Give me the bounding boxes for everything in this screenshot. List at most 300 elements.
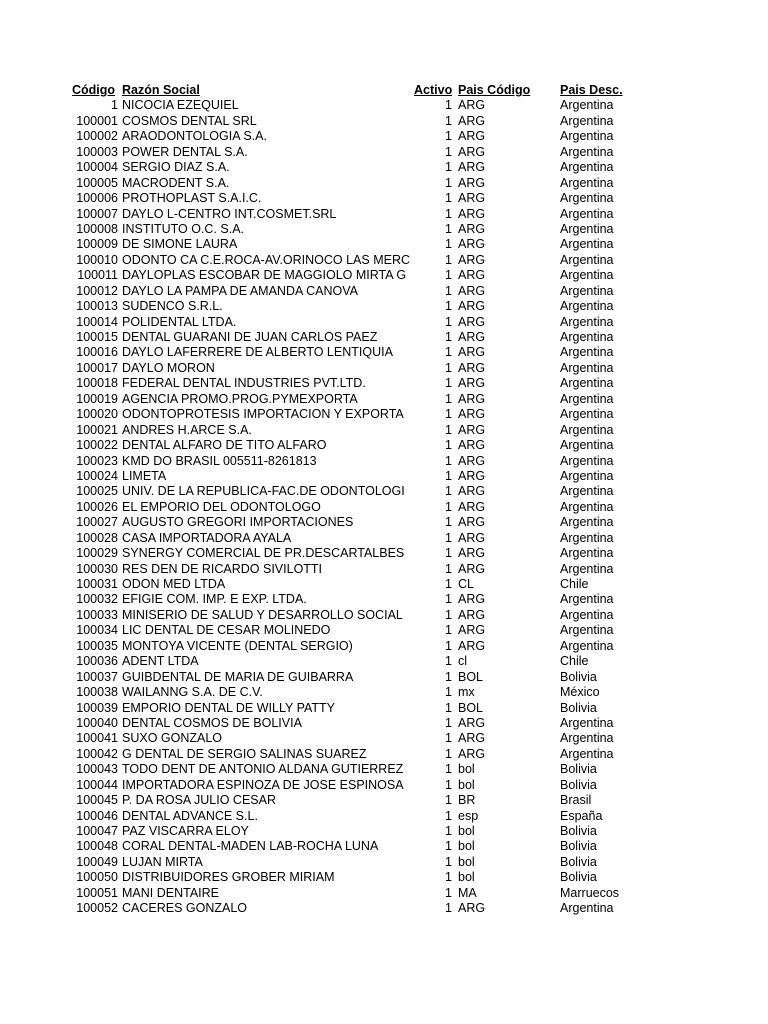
cell-active: 1	[445, 175, 452, 190]
cell-code: 100019	[76, 391, 118, 406]
cell-country-desc: Argentina	[560, 638, 614, 653]
cell-name: DAYLO LAFERRERE DE ALBERTO LENTIQUIA	[122, 345, 393, 360]
cell-active: 1	[445, 360, 452, 375]
cell-country-code: ARG	[458, 746, 486, 761]
cell-active: 1	[445, 407, 452, 422]
cell-name: LUJAN MIRTA	[122, 854, 203, 869]
table-row	[0, 361, 768, 376]
table-row	[0, 901, 768, 916]
header-country-code: Pais Código	[458, 83, 531, 97]
cell-active: 1	[445, 252, 452, 267]
cell-country-desc: Argentina	[560, 453, 614, 468]
cell-country-desc: Argentina	[560, 175, 614, 190]
cell-country-desc: Argentina	[560, 623, 614, 638]
cell-country-code: ARG	[458, 561, 486, 576]
cell-country-desc: Argentina	[560, 592, 614, 607]
cell-country-code: ARG	[458, 515, 486, 530]
cell-active: 1	[445, 314, 452, 329]
cell-country-code: ARG	[458, 499, 486, 514]
cell-name: CACERES GONZALO	[122, 901, 248, 916]
cell-country-desc: Argentina	[560, 144, 614, 159]
cell-active: 1	[445, 268, 452, 283]
cell-country-desc: Bolivia	[560, 700, 597, 715]
cell-active: 1	[445, 160, 452, 175]
cell-country-desc: Bolivia	[560, 854, 597, 869]
cell-active: 1	[445, 777, 452, 792]
table-row	[0, 438, 768, 453]
cell-active: 1	[445, 901, 452, 916]
table-row	[0, 160, 768, 175]
cell-country-desc: Argentina	[560, 129, 614, 144]
cell-country-code: cl	[458, 654, 468, 669]
cell-code: 100008	[76, 221, 118, 236]
cell-active: 1	[445, 206, 452, 221]
cell-code: 100035	[76, 638, 118, 653]
cell-name: POLIDENTAL LTDA.	[122, 314, 237, 329]
cell-code: 100014	[76, 314, 118, 329]
table-row	[0, 500, 768, 515]
table-row	[0, 716, 768, 731]
cell-country-code: ARG	[458, 530, 486, 545]
cell-name: EL EMPORIO DEL ODONTOLOGO	[122, 499, 321, 514]
cell-name: SUDENCO S.R.L.	[122, 299, 223, 314]
table-row	[0, 315, 768, 330]
cell-country-desc: Argentina	[560, 746, 614, 761]
table-row	[0, 701, 768, 716]
cell-country-desc: Argentina	[560, 731, 614, 746]
cell-code: 100045	[76, 793, 118, 808]
cell-active: 1	[445, 669, 452, 684]
cell-country-code: CL	[458, 577, 474, 591]
cell-name: TODO DENT DE ANTONIO ALDANA GUTIERREZ	[122, 762, 404, 777]
cell-country-desc: Argentina	[560, 901, 614, 916]
cell-country-desc: España	[560, 808, 603, 823]
cell-country-code: ARG	[458, 484, 486, 499]
cell-active: 1	[445, 885, 452, 900]
cell-country-code: ARG	[458, 175, 486, 190]
cell-code: 100047	[76, 824, 118, 838]
cell-country-code: ARG	[458, 901, 486, 916]
cell-name: MONTOYA VICENTE (DENTAL SERGIO)	[122, 638, 353, 653]
table-row	[0, 176, 768, 191]
table-row	[0, 299, 768, 314]
cell-country-desc: Argentina	[560, 268, 614, 283]
header-code: Código	[72, 83, 116, 97]
cell-country-code: ARG	[458, 407, 486, 422]
cell-country-code: ARG	[458, 592, 486, 607]
header-active: Activo	[414, 83, 453, 97]
cell-code: 100032	[76, 592, 118, 607]
cell-country-desc: Argentina	[560, 98, 614, 113]
table-row	[0, 469, 768, 484]
cell-code: 100001	[76, 113, 118, 128]
cell-code: 100015	[76, 330, 118, 344]
cell-country-code: ARG	[458, 268, 486, 283]
table-row	[0, 886, 768, 901]
cell-country-desc: Bolivia	[560, 762, 597, 777]
cell-country-desc: Argentina	[560, 499, 614, 514]
cell-code: 1	[111, 98, 118, 113]
table-row	[0, 670, 768, 685]
cell-country-code: bol	[458, 762, 475, 777]
cell-country-desc: Argentina	[560, 422, 614, 437]
table-row	[0, 747, 768, 762]
cell-active: 1	[445, 746, 452, 761]
cell-code: 100041	[76, 731, 118, 746]
cell-country-code: ARG	[458, 638, 486, 653]
cell-active: 1	[445, 577, 452, 591]
cell-country-desc: Argentina	[560, 360, 614, 375]
cell-code: 100029	[76, 546, 118, 561]
cell-active: 1	[445, 191, 452, 206]
table-row	[0, 685, 768, 700]
cell-active: 1	[445, 561, 452, 576]
cell-name: RES DEN DE RICARDO SIVILOTTI	[122, 561, 323, 576]
cell-country-code: ARG	[458, 360, 486, 375]
cell-country-desc: México	[560, 685, 600, 700]
cell-country-code: ARG	[458, 731, 486, 746]
cell-code: 100017	[76, 360, 118, 375]
cell-active: 1	[445, 299, 452, 314]
table-body	[0, 98, 768, 916]
cell-active: 1	[445, 98, 452, 113]
cell-code: 100052	[76, 901, 118, 916]
cell-code: 100033	[76, 607, 118, 622]
cell-country-desc: Argentina	[560, 113, 614, 128]
cell-country-code: ARG	[458, 113, 486, 128]
cell-country-code: bol	[458, 839, 475, 854]
cell-name: FEDERAL DENTAL INDUSTRIES PVT.LTD.	[122, 376, 366, 391]
table-row	[0, 129, 768, 144]
table-row	[0, 870, 768, 885]
table-row	[0, 423, 768, 438]
table-row	[0, 191, 768, 206]
cell-country-desc: Argentina	[560, 607, 614, 622]
cell-active: 1	[445, 607, 452, 622]
cell-active: 1	[445, 144, 452, 159]
cell-code: 100039	[76, 700, 118, 715]
cell-code: 100026	[76, 499, 118, 514]
table-row	[0, 330, 768, 345]
cell-country-code: ARG	[458, 330, 486, 344]
cell-country-code: bol	[458, 870, 475, 885]
cell-code: 100031	[76, 577, 118, 591]
header-name: Razón Social	[122, 83, 200, 97]
cell-code: 100049	[76, 854, 118, 869]
cell-country-desc: Argentina	[560, 468, 614, 483]
cell-country-code: BOL	[458, 700, 484, 715]
cell-code: 100006	[76, 191, 118, 206]
table-row	[0, 515, 768, 530]
cell-code: 100051	[76, 885, 118, 900]
cell-code: 100005	[76, 175, 118, 190]
cell-country-desc: Marruecos	[560, 885, 620, 900]
cell-country-desc: Argentina	[560, 715, 614, 730]
cell-name: DAYLO MORON	[122, 360, 215, 375]
cell-code: 100040	[76, 715, 118, 730]
cell-active: 1	[445, 793, 452, 808]
cell-name: DENTAL COSMOS DE BOLIVIA	[122, 715, 302, 730]
cell-name: ARAODONTOLOGIA S.A.	[122, 129, 267, 144]
cell-name: LIMETA	[122, 468, 167, 483]
cell-active: 1	[445, 854, 452, 869]
cell-code: 100009	[76, 237, 118, 252]
cell-active: 1	[445, 221, 452, 236]
cell-country-desc: Bolivia	[560, 669, 597, 684]
cell-name: WAILANNG S.A. DE C.V.	[122, 685, 263, 700]
cell-name: COSMOS DENTAL SRL	[122, 113, 257, 128]
cell-country-code: bol	[458, 824, 475, 838]
cell-country-code: BOL	[458, 669, 484, 684]
cell-name: DENTAL GUARANI DE JUAN CARLOS PAEZ	[122, 330, 378, 344]
cell-active: 1	[445, 113, 452, 128]
cell-active: 1	[445, 468, 452, 483]
table-row	[0, 345, 768, 360]
cell-active: 1	[445, 762, 452, 777]
cell-country-desc: Bolivia	[560, 824, 597, 838]
cell-country-code: ARG	[458, 299, 486, 314]
cell-active: 1	[445, 592, 452, 607]
cell-name: DAYLOPLAS ESCOBAR DE MAGGIOLO MIRTA G	[122, 268, 407, 283]
cell-name: ODONTO CA C.E.ROCA-AV.ORINOCO LAS MERC	[122, 252, 411, 267]
cell-active: 1	[445, 685, 452, 700]
cell-active: 1	[445, 623, 452, 638]
cell-code: 100024	[76, 468, 118, 483]
cell-code: 100004	[76, 160, 118, 175]
table-row	[0, 114, 768, 129]
table-row	[0, 145, 768, 160]
cell-code: 100007	[76, 206, 118, 221]
cell-country-code: mx	[458, 685, 475, 700]
cell-country-desc: Chile	[560, 577, 589, 591]
table-row	[0, 237, 768, 252]
cell-name: P. DA ROSA JULIO CESAR	[122, 793, 276, 808]
cell-country-code: ARG	[458, 314, 486, 329]
cell-name: SERGIO DIAZ S.A.	[122, 160, 230, 175]
cell-country-code: BR	[458, 793, 476, 808]
cell-country-code: ARG	[458, 607, 486, 622]
cell-name: EMPORIO DENTAL DE WILLY PATTY	[122, 700, 336, 715]
table-row	[0, 284, 768, 299]
cell-country-code: esp	[458, 808, 479, 823]
cell-country-desc: Argentina	[560, 561, 614, 576]
cell-code: 100048	[76, 839, 118, 854]
cell-name: NICOCIA EZEQUIEL	[122, 98, 239, 113]
cell-name: CORAL DENTAL-MADEN LAB-ROCHA LUNA	[122, 839, 379, 854]
cell-name: KMD DO BRASIL 005511-8261813	[122, 453, 317, 468]
table-row	[0, 376, 768, 391]
cell-country-code: ARG	[458, 422, 486, 437]
cell-country-code: ARG	[458, 129, 486, 144]
cell-active: 1	[445, 237, 452, 252]
table-row	[0, 623, 768, 638]
cell-name: SUXO GONZALO	[122, 731, 223, 746]
cell-name: PROTHOPLAST S.A.I.C.	[122, 191, 262, 206]
table-row	[0, 222, 768, 237]
table-row	[0, 639, 768, 654]
cell-code: 100011	[77, 268, 118, 283]
cell-active: 1	[445, 546, 452, 561]
cell-name: POWER DENTAL S.A.	[122, 144, 248, 159]
cell-name: MANI DENTAIRE	[122, 885, 219, 900]
cell-active: 1	[445, 129, 452, 144]
table-row	[0, 407, 768, 422]
cell-active: 1	[445, 715, 452, 730]
cell-country-code: ARG	[458, 144, 486, 159]
table-row	[0, 654, 768, 669]
cell-active: 1	[445, 808, 452, 823]
cell-country-code: ARG	[458, 453, 486, 468]
table-row	[0, 253, 768, 268]
table-row	[0, 268, 768, 283]
table-row	[0, 592, 768, 607]
cell-name: G DENTAL DE SERGIO SALINAS SUAREZ	[122, 746, 367, 761]
cell-country-desc: Argentina	[560, 407, 614, 422]
cell-name: LIC DENTAL DE CESAR MOLINEDO	[122, 623, 331, 638]
cell-code: 100020	[76, 407, 118, 422]
cell-code: 100028	[76, 530, 118, 545]
cell-active: 1	[445, 438, 452, 453]
cell-country-code: ARG	[458, 221, 486, 236]
cell-country-desc: Argentina	[560, 391, 614, 406]
cell-country-code: ARG	[458, 237, 486, 252]
table-row	[0, 762, 768, 777]
cell-country-code: ARG	[458, 191, 486, 206]
cell-active: 1	[445, 453, 452, 468]
cell-country-code: MA	[458, 885, 477, 900]
cell-active: 1	[445, 391, 452, 406]
cell-code: 100021	[76, 422, 118, 437]
cell-active: 1	[445, 515, 452, 530]
cell-country-desc: Bolivia	[560, 870, 597, 885]
cell-active: 1	[445, 422, 452, 437]
cell-active: 1	[445, 824, 452, 838]
cell-name: PAZ VISCARRA ELOY	[122, 824, 249, 838]
cell-active: 1	[445, 530, 452, 545]
cell-country-code: ARG	[458, 391, 486, 406]
cell-code: 100044	[76, 777, 118, 792]
cell-code: 100022	[76, 438, 118, 453]
cell-name: UNIV. DE LA REPUBLICA-FAC.DE ODONTOLOGI	[122, 484, 405, 499]
table-row	[0, 454, 768, 469]
cell-code: 100023	[76, 453, 118, 468]
cell-name: DE SIMONE LAURA	[122, 237, 238, 252]
cell-code: 100037	[76, 669, 118, 684]
cell-active: 1	[445, 330, 452, 344]
table-row	[0, 855, 768, 870]
cell-country-desc: Argentina	[560, 314, 614, 329]
cell-code: 100036	[76, 654, 118, 669]
table-row	[0, 562, 768, 577]
cell-name: ODON MED LTDA	[122, 577, 226, 591]
cell-country-desc: Chile	[560, 654, 589, 669]
cell-country-desc: Argentina	[560, 283, 614, 298]
cell-country-desc: Argentina	[560, 191, 614, 206]
cell-code: 100010	[76, 252, 118, 267]
cell-code: 100025	[76, 484, 118, 499]
cell-code: 100016	[76, 345, 118, 360]
cell-country-desc: Argentina	[560, 221, 614, 236]
cell-country-code: ARG	[458, 160, 486, 175]
cell-active: 1	[445, 638, 452, 653]
cell-active: 1	[445, 345, 452, 360]
table-row	[0, 546, 768, 561]
cell-country-desc: Argentina	[560, 299, 614, 314]
table-row	[0, 484, 768, 499]
table-row	[0, 608, 768, 623]
header-country-desc: Pais Desc.	[560, 83, 623, 97]
cell-name: ANDRES H.ARCE S.A.	[122, 422, 252, 437]
cell-country-desc: Argentina	[560, 330, 614, 344]
cell-country-desc: Argentina	[560, 237, 614, 252]
cell-country-code: ARG	[458, 376, 486, 391]
table-row	[0, 392, 768, 407]
cell-country-desc: Argentina	[560, 345, 614, 360]
table-row	[0, 778, 768, 793]
cell-name: ODONTOPROTESIS IMPORTACION Y EXPORTA	[122, 407, 404, 422]
cell-name: SYNERGY COMERCIAL DE PR.DESCARTALBES	[122, 546, 405, 561]
table-row	[0, 207, 768, 222]
cell-active: 1	[445, 700, 452, 715]
cell-country-code: bol	[458, 854, 475, 869]
cell-country-code: ARG	[458, 206, 486, 221]
cell-active: 1	[445, 376, 452, 391]
cell-name: MINISERIO DE SALUD Y DESARROLLO SOCIAL	[122, 607, 403, 622]
cell-country-code: ARG	[458, 623, 486, 638]
cell-country-desc: Argentina	[560, 530, 614, 545]
cell-name: DENTAL ALFARO DE TITO ALFARO	[122, 438, 327, 453]
table-header	[0, 83, 768, 98]
cell-name: IMPORTADORA ESPINOZA DE JOSE ESPINOSA	[122, 777, 404, 792]
cell-active: 1	[445, 839, 452, 854]
cell-name: ADENT LTDA	[122, 654, 199, 669]
cell-country-desc: Argentina	[560, 515, 614, 530]
cell-code: 100046	[76, 808, 118, 823]
cell-code: 100013	[76, 299, 118, 314]
cell-country-code: ARG	[458, 98, 486, 113]
cell-country-code: ARG	[458, 438, 486, 453]
cell-name: DAYLO L-CENTRO INT.COSMET.SRL	[122, 206, 337, 221]
cell-country-desc: Argentina	[560, 484, 614, 499]
cell-code: 100038	[76, 685, 118, 700]
cell-country-code: ARG	[458, 468, 486, 483]
table-row	[0, 824, 768, 839]
cell-country-code: ARG	[458, 345, 486, 360]
cell-country-desc: Bolivia	[560, 839, 597, 854]
cell-active: 1	[445, 870, 452, 885]
cell-country-desc: Argentina	[560, 438, 614, 453]
cell-country-desc: Argentina	[560, 206, 614, 221]
table-row	[0, 577, 768, 592]
cell-active: 1	[445, 654, 452, 669]
cell-code: 100027	[76, 515, 118, 530]
cell-code: 100030	[76, 561, 118, 576]
cell-code: 100050	[76, 870, 118, 885]
cell-name: EFIGIE COM. IMP. E EXP. LTDA.	[122, 592, 307, 607]
cell-name: DAYLO LA PAMPA DE AMANDA CANOVA	[122, 283, 358, 298]
cell-code: 100043	[76, 762, 118, 777]
cell-code: 100012	[76, 283, 118, 298]
cell-name: DISTRIBUIDORES GROBER MIRIAM	[122, 870, 335, 885]
cell-country-code: ARG	[458, 546, 486, 561]
cell-country-code: bol	[458, 777, 475, 792]
cell-active: 1	[445, 499, 452, 514]
cell-name: AUGUSTO GREGORI IMPORTACIONES	[122, 515, 354, 530]
cell-code: 100003	[76, 144, 118, 159]
cell-name: CASA IMPORTADORA AYALA	[122, 530, 292, 545]
table-row	[0, 731, 768, 746]
table-row	[0, 531, 768, 546]
